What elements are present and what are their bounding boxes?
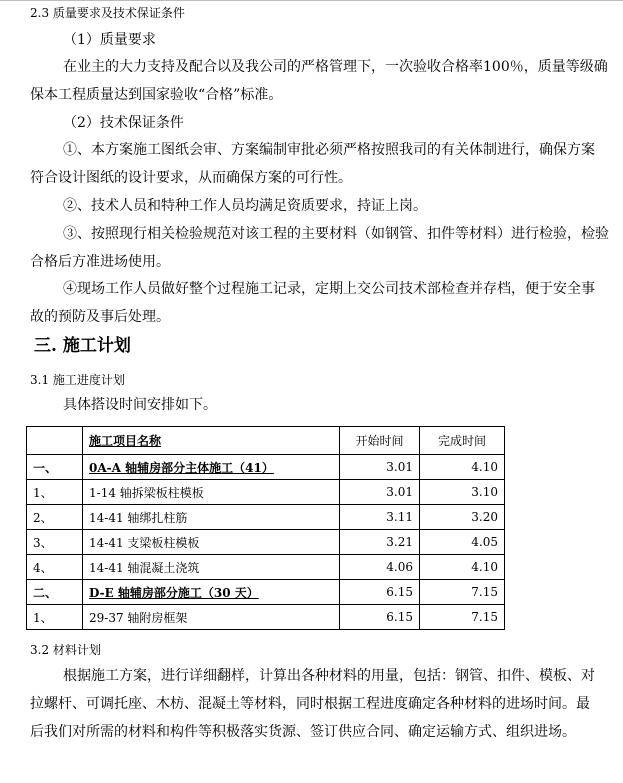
row-no: 4、	[27, 555, 83, 580]
paragraph-tech1-line2: 符合设计图纸的设计要求，从而确保方案的可行性。	[30, 170, 352, 186]
paragraph-tech4-line2: 故的预防及事后处理。	[30, 309, 170, 325]
row-no: 一、	[27, 455, 83, 480]
row-start: 3.01	[340, 455, 420, 480]
section-3-heading: 三. 施工计划	[34, 336, 131, 356]
table-row	[27, 505, 505, 530]
top-border	[0, 0, 623, 1]
section-3-2-heading: 3.2 材料计划	[30, 643, 101, 657]
paragraph-tech1-line1: ①、本方案施工图纸会审、方案编制审批必须严格按照我司的有关体制进行，确保方案	[63, 142, 595, 158]
row-end: 3.20	[420, 505, 505, 530]
header-cell-name: 施工项目名称	[83, 427, 340, 455]
row-name: 14-41 轴绑扎柱筋	[83, 505, 340, 530]
table-row	[27, 555, 505, 580]
row-end: 4.05	[420, 530, 505, 555]
paragraph-quality-line1: 在业主的大力支持及配合以及我公司的严格管理下，一次验收合格率100％，质量等级确	[63, 59, 608, 75]
row-end: 7.15	[420, 580, 505, 605]
row-start: 3.11	[340, 505, 420, 530]
paragraph-tech2: ②、技术人员和特种工作人员均满足资质要求，持证上岗。	[63, 198, 427, 214]
paragraph-tech3-line1: ③、按照现行相关检验规范对该工程的主要材料（如钢管、扣件等材料）进行检验，检验	[63, 226, 609, 242]
paragraph-tech4-line1: ④现场工作人员做好整个过程施工记录，定期上交公司技术部检查并存档，便于安全事	[63, 281, 595, 297]
row-start: 3.21	[340, 530, 420, 555]
table-row	[27, 580, 505, 605]
row-start: 4.06	[340, 555, 420, 580]
row-start: 6.15	[340, 605, 420, 630]
paragraph-tech3-line2: 合格后方准进场使用。	[30, 254, 170, 270]
row-no: 3、	[27, 530, 83, 555]
row-no: 1、	[27, 480, 83, 505]
row-no: 1、	[27, 605, 83, 630]
table-row	[27, 530, 505, 555]
table-row	[27, 480, 505, 505]
materials-paragraph-line3: 后我们对所需的材料和构件等积极落实货源、签订供应合同、确定运输方式、组织进场。	[30, 724, 576, 740]
row-name: D-E 轴辅房部分施工（30 天）	[83, 580, 340, 605]
row-name: 1-14 轴拆梁板柱模板	[83, 480, 340, 505]
subheading-quality: （1）质量要求	[63, 32, 156, 48]
materials-paragraph-line2: 拉螺杆、可调托座、木枋、混凝土等材料，同时根据工程进度确定各种材料的进场时间。最	[30, 696, 590, 712]
table-row	[27, 455, 505, 480]
header-cell-no	[27, 427, 83, 455]
row-start: 3.01	[340, 480, 420, 505]
subheading-tech: （2）技术保证条件	[63, 115, 184, 131]
schedule-intro: 具体搭设时间安排如下。	[63, 397, 217, 413]
section-3-1-heading: 3.1 施工进度计划	[30, 373, 125, 387]
row-name: 14-41 轴混凝土浇筑	[83, 555, 340, 580]
table-header-row	[27, 427, 505, 455]
schedule-table	[26, 426, 505, 630]
row-start: 6.15	[340, 580, 420, 605]
row-end: 7.15	[420, 605, 505, 630]
row-name: 0A-A 轴辅房部分主体施工（41）	[83, 455, 340, 480]
row-end: 3.10	[420, 480, 505, 505]
header-cell-end: 完成时间	[420, 427, 505, 455]
header-cell-start: 开始时间	[340, 427, 420, 455]
row-name: 29-37 轴附房框架	[83, 605, 340, 630]
row-no: 二、	[27, 580, 83, 605]
paragraph-quality-line2: 保本工程质量达到国家验收“合格”标准。	[30, 87, 283, 103]
row-end: 4.10	[420, 555, 505, 580]
materials-paragraph-line1: 根据施工方案，进行详细翻样，计算出各种材料的用量，包括：钢管、扣件、模板、对	[63, 668, 595, 684]
row-name: 14-41 支梁板柱模板	[83, 530, 340, 555]
section-2-3-heading: 2.3 质量要求及技术保证条件	[30, 6, 185, 20]
row-end: 4.10	[420, 455, 505, 480]
table-row	[27, 605, 505, 630]
row-no: 2、	[27, 505, 83, 530]
